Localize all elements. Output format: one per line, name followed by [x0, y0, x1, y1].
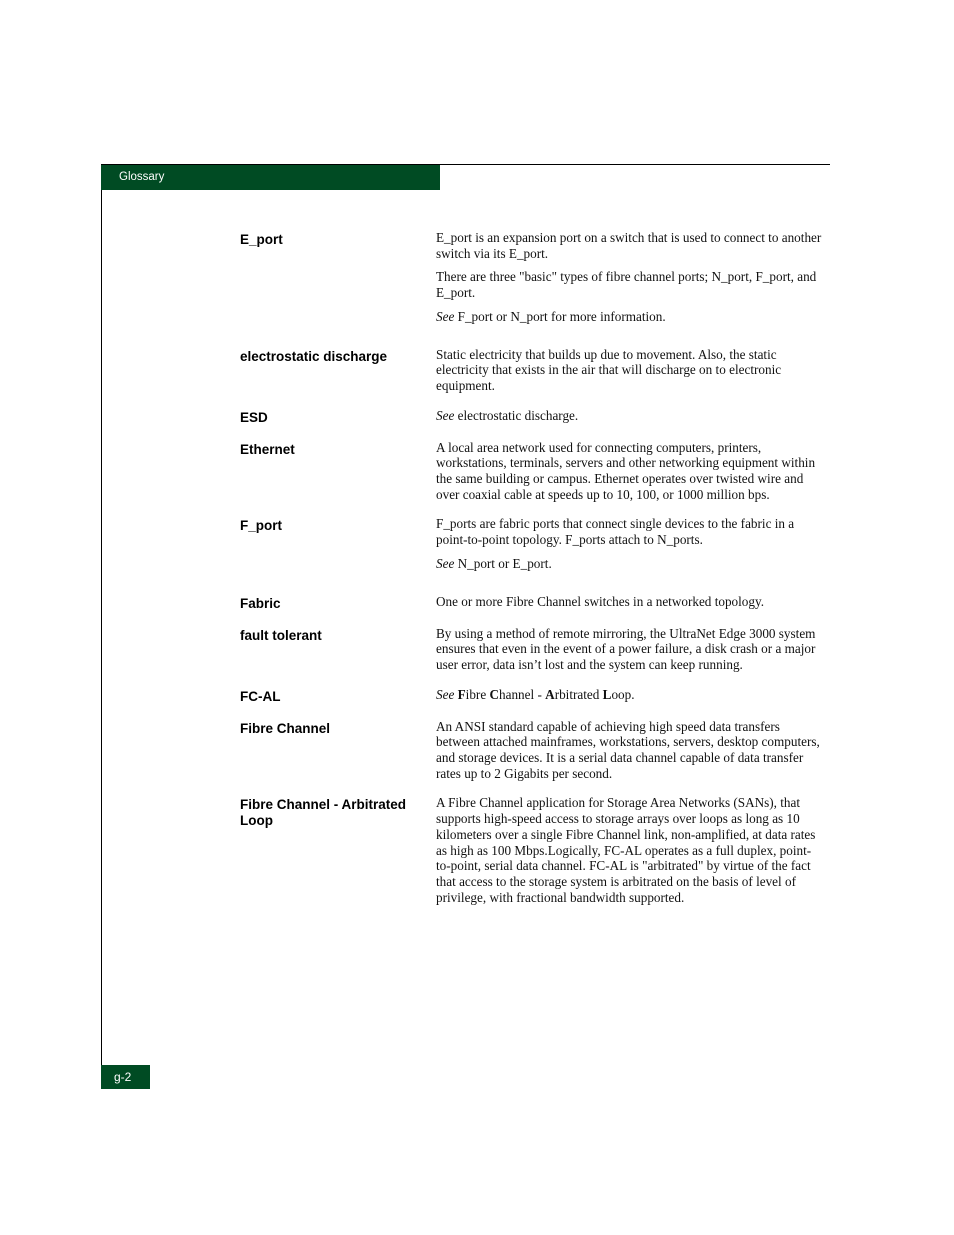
glossary-definition: [436, 516, 825, 571]
definition-text: A local area network used for connecting computers, printers, workstations, terminals, servers and other networking equipment within the same building or campus. Ethernet operates over twisted wire and over coaxial cable at speeds up to 10, 100, or 1000 million bps.: [436, 439, 816, 502]
glossary-definition: [436, 440, 825, 503]
definition-paragraph: [436, 687, 825, 703]
glossary-term: Ethernet: [240, 441, 295, 457]
definition-paragraph: [436, 230, 825, 261]
definition-paragraph: [436, 516, 825, 547]
glossary-term: FC-AL: [240, 688, 281, 704]
glossary-term: ESD: [240, 409, 268, 425]
glossary-entry: [240, 230, 825, 325]
glossary-entry: [240, 347, 825, 394]
glossary-entry: [240, 719, 825, 782]
glossary-term: Fabric: [240, 595, 281, 611]
glossary-term: electrostatic discharge: [240, 348, 388, 364]
section-header-bar: [101, 165, 440, 190]
acronym-letter: F: [457, 686, 466, 702]
glossary-term: fault tolerant: [240, 627, 322, 643]
definition-text: A Fibre Channel application for Storage Area Networks (SANs), that supports high-speed access to storage arrays over loops as long as 10 kilometers over a single Fibre Channel link, non-amplified, at data rates as high as 100 Mbps.Logically, FC-AL operates as a full duplex, point-to-point, serial data channel. FC-AL is "arbitrated" by virtue of the fact that access to the storage system is arbitrated on the basis of level of privilege, with fractional bandwidth supported.: [436, 795, 816, 905]
definition-paragraph: [436, 626, 825, 673]
definition-paragraph: [436, 556, 825, 572]
definition-paragraph: [436, 269, 825, 300]
definition-text: ibre: [465, 686, 490, 702]
definition-paragraph: [436, 795, 825, 905]
glossary-term: Fibre Channel: [240, 720, 331, 736]
glossary-definition: [436, 626, 825, 673]
definition-paragraph: [436, 440, 825, 503]
glossary-definition: [436, 230, 825, 325]
definition-text: An ANSI standard capable of achieving high speed data transfers between attached mainframes, workstations, servers, desktop computers, and storage devices. It is a serial data channel capable of data transfer rates up to 2 Gigabits per second.: [436, 718, 820, 781]
glossary-entry: [240, 795, 825, 905]
glossary-entry: [240, 440, 825, 503]
glossary-term: Fibre Channel - Arbitrated Loop: [240, 797, 407, 829]
definition-text: oop.: [611, 686, 635, 702]
page-number: g-2: [114, 1070, 132, 1084]
left-margin-rule: [101, 164, 102, 1089]
acronym-letter: A: [545, 686, 555, 702]
glossary-entry: [240, 594, 825, 612]
see-reference-label: See: [436, 686, 455, 702]
definition-text: Static electricity that builds up due to movement. Also, the static electricity that exists in the air that will discharge on to electronic equipment.: [436, 346, 782, 393]
definition-paragraph: [436, 309, 825, 325]
glossary-definition: [436, 347, 825, 394]
definition-text: N_port or E_port.: [454, 555, 552, 571]
definition-text: By using a method of remote mirroring, the UltraNet Edge 3000 system ensures that even in the event of a power failure, a disk crash or a major user error, data isn’t lost and the system can keep running.: [436, 625, 816, 672]
definition-paragraph: [436, 594, 825, 610]
definition-text: There are three "basic" types of fibre channel ports; N_port, F_port, and E_port.: [436, 269, 817, 301]
definition-paragraph: [436, 719, 825, 782]
see-reference-label: See: [436, 308, 455, 324]
definition-text: rbitrated: [554, 686, 603, 702]
see-reference-label: See: [436, 407, 455, 423]
definition-text: F_ports are fabric ports that connect single devices to the fabric in a point-to-point topology. F_ports attach to N_ports.: [436, 516, 795, 548]
glossary-list: [240, 230, 825, 919]
glossary-term: E_port: [240, 232, 283, 247]
glossary-entry: [240, 516, 825, 571]
definition-paragraph: [436, 408, 825, 424]
glossary-definition: [436, 795, 825, 905]
glossary-definition: [436, 719, 825, 782]
glossary-entry: [240, 626, 825, 673]
glossary-entry: [240, 408, 825, 426]
definition-text: One or more Fibre Channel switches in a networked topology.: [436, 593, 765, 609]
glossary-definition: [436, 594, 825, 612]
glossary-definition: [436, 408, 825, 426]
definition-text: F_port or N_port for more information.: [454, 308, 666, 324]
see-reference-label: See: [436, 555, 455, 571]
acronym-letter: C: [489, 686, 500, 702]
definition-text: electrostatic discharge.: [454, 407, 579, 423]
definition-text: hannel -: [499, 686, 546, 702]
section-title: Glossary: [119, 171, 165, 183]
definition-text: E_port is an expansion port on a switch that is used to connect to another switch via its E_port.: [436, 230, 822, 261]
acronym-letter: L: [602, 686, 612, 702]
definition-paragraph: [436, 347, 825, 394]
glossary-definition: [436, 687, 825, 705]
glossary-entry: [240, 687, 825, 705]
glossary-term: F_port: [240, 518, 282, 534]
page-number-box: [101, 1065, 150, 1089]
